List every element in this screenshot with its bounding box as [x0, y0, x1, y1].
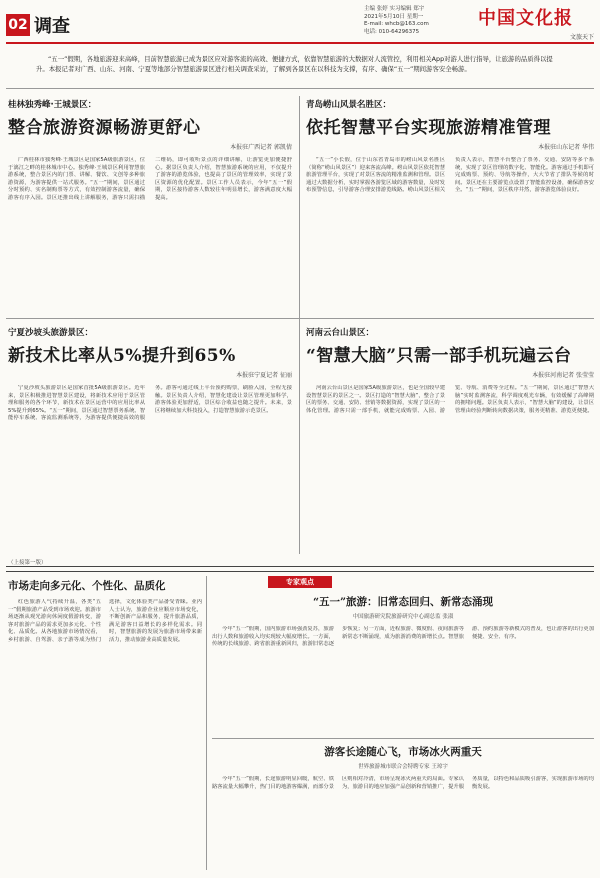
- story-kicker: 河南云台山景区：: [306, 328, 375, 338]
- masthead-rule: [6, 42, 594, 44]
- story-kicker: 青岛崂山风景名胜区：: [306, 100, 392, 110]
- story-headline: 依托智慧平台实现旅游精准管理: [306, 118, 551, 138]
- story-qingdao: [306, 98, 594, 305]
- logo-subtitle: 文旅天下: [569, 34, 594, 41]
- story-body: [212, 776, 594, 876]
- newspaper-logo: [478, 4, 594, 40]
- editor-line: 2021年5月10日 星期一: [364, 13, 424, 20]
- story-body: [212, 626, 594, 734]
- editor-line: 电话: 010-64296375: [364, 28, 420, 35]
- logo-text: 中国文化报: [478, 8, 573, 29]
- story-byline: 本报驻广西记者 郭凯倩: [230, 144, 292, 151]
- story-rule: [212, 738, 594, 739]
- story-text: 广西桂林市独秀峰·王城景区是国家5A级旅游景区，位于漓江之畔的桂林城市中心。独秀峰·王城景区利用智慧旅游系统，整合景区内的门票、讲解、餐饮、文创等多种旅游资源，为游客提供一站式服务。“五一”期间，景区通过分时预约、实名制购票等方式，有效控制游客流量，确保游客有序入园。景区还推出线上讲解服务，游客只需扫描二维码，即可收听景点的详细讲解，让游览更加便捷舒心。据景区负责人介绍，智慧旅游系统的应用，不仅提升了游客的游览体验，也提高了景区的管理效率，实现了景区资源的优化配置。景区工作人员表示，今年“五一”假期，景区接待游客人数较往年明显增长，游客满意度大幅提高。: [8, 157, 292, 201]
- story-headline: 整合旅游资源畅游更舒心: [8, 118, 201, 138]
- story-byline: 世界旅游城市联合会特聘专家 王琼宇: [358, 764, 448, 770]
- story-text: 今年“五一”假期，国内旅游市场强劲复苏，旅游出行人数和旅游收入均实现较大幅度增长。一方面，传统的长线旅游、跨省旅游重新回归，旅游旧常态逐步恢复；另一方面，近程旅游、微度假、夜间旅游等新常态不断涌现，成为旅游消费的新增长点。智慧旅游、预约旅游等新模式的普及，也让游客的出行更加便捷、安全、有序。: [212, 626, 594, 648]
- section-name: 调查: [34, 16, 70, 37]
- column-rule: [206, 576, 207, 870]
- story-headline: 新技术比率从5%提升到65%: [8, 346, 236, 366]
- story-byline: 本报驻河南记者 张莹莹: [532, 372, 594, 379]
- story-rule: [6, 318, 594, 319]
- story-guilin: [8, 98, 292, 305]
- story-market: [8, 578, 202, 878]
- story-byline: 本报驻山东记者 华伟: [538, 144, 594, 151]
- story-long-haul: [212, 744, 594, 876]
- story-byline: 中国旅游研究院旅游研究中心副总监 张淑: [352, 614, 454, 620]
- story-body: [306, 157, 594, 305]
- story-text: 今年“五一”假期，长途旅游明显回暖，航空、铁路客流量大幅攀升，热门目的地游客爆满，而部分景区则相对冷清，市场呈现冰火两重天的局面。专家认为，旅游目的地应加强产品创新和营销推广，提升服务质量，以特色和品质吸引游客，实现旅游市场的均衡发展。: [212, 776, 594, 790]
- lead-rule: [6, 88, 594, 89]
- story-byline: 本报驻宁夏记者 征丽: [236, 372, 292, 379]
- story-headline: “智慧大脑”只需一部手机玩遍云台: [306, 346, 572, 366]
- story-kicker: 宁夏沙坡头旅游景区：: [8, 328, 94, 338]
- page-number: 02: [6, 14, 30, 36]
- column-rule: [299, 96, 300, 554]
- story-text: 宁夏沙坡头旅游景区是国家首批5A级旅游景区。近年来，景区积极推进智慧景区建设，将新技术应用于景区管理和服务的各个环节，新技术在景区运营中的应用比率从5%提升到65%。“五一”期间，景区通过智慧票务系统、智能停车系统、客流监测系统等，为游客提供便捷高效的服务。游客可通过线上平台预约购票，刷脸入园，全程无接触。景区负责人介绍，智慧化建设让景区管理更加科学，游客体验更加舒适，景区综合收益也随之提升。未来，景区将继续加大科技投入，打造智慧旅游示范景区。: [8, 385, 292, 422]
- story-may-day: [212, 594, 594, 734]
- story-headline: “五一”旅游：旧常态回归、新常态涌现: [312, 596, 494, 608]
- story-kicker: 桂林独秀峰·王城景区：: [8, 100, 97, 110]
- story-headline: 游客长途随心飞，市场冰火两重天: [324, 746, 482, 758]
- story-body: [8, 599, 202, 878]
- story-shapotou: [8, 326, 292, 553]
- editor-info: [364, 6, 474, 36]
- story-body: [8, 385, 292, 553]
- story-headline: 市场走向多元化、个性化、品质化: [8, 580, 166, 592]
- continued-tag: （上接第一版）: [8, 560, 47, 566]
- story-text: 红色旅游人气持续升温，各类“五一”假期旅游产品受到市场欢迎。旅游市场逐渐从观光游向休闲度假游转变，游客对旅游产品的需求更加多元化、个性化、品质化。从各地旅游市场情况看，乡村旅游、自驾游、亲子游等成为热门选择，文化体验类产品备受青睐。业内人士认为，旅游企业应顺应市场变化，不断创新产品和服务，提升旅游品质，满足游客日益增长的多样化需求。同时，智慧旅游的发展为旅游市场带来新活力，推动旅游业高质量发展。: [8, 599, 202, 643]
- story-text: 河南云台山景区是国家5A级旅游景区，也是全国较早建设智慧景区的景区之一。景区打造的“智慧大脑”，整合了景区的票务、交通、安防、营销等数据资源，实现了景区的一体化管理。游客只需一部手机，就能完成购票、入园、游览、导航、消费等全过程。“五一”期间，景区通过“智慧大脑”实时监测客流，科学调度观光车辆，有效缓解了高峰期的拥堵问题。景区负责人表示，“智慧大脑”的建设，让景区管理由经验判断转向数据决策，服务更精准、游览更便捷。: [306, 385, 594, 414]
- section-band: [6, 566, 594, 572]
- masthead: [0, 0, 600, 48]
- story-yuntaishan: [306, 326, 594, 553]
- story-body: [306, 385, 594, 553]
- story-text: “五一”小长假，位于山东省青岛市的崂山风景名胜区（简称“崂山风景区”）迎来客流高峰。崂山风景区依托智慧旅游管理平台，实现了对景区客流的精准监测和管理。景区通过大数据分析，实时掌握各游览区域的游客数量，及时发布预警信息，引导游客合理安排游览线路。崂山风景区相关负责人表示，智慧平台整合了票务、交通、安防等多个系统，实现了景区管理的数字化、智能化。游客通过手机即可完成购票、预约、导航等操作，大大节省了排队等候的时间。景区还在主要游览点设置了智能监控设备，确保游客安全。“五一”期间，景区秩序井然，游客游览体验良好。: [306, 157, 594, 194]
- editor-line: E-mail: whcb@163.com: [364, 21, 429, 27]
- lead-paragraph: “五一”假期，各地旅游迎来高峰，目前智慧旅游已成为景区应对游客流的高效、便捷方式，依靠智慧旅游的大数据对人流管控，利用相关App对游人进行指导，让旅游的品质得以提升。本报记者对广西、山东、河南、宁夏等地部分智慧旅游景区进行相关调查采访，了解到各景区在以科技为支撑，有序、确保“五一”期间游客安全畅游。: [36, 55, 553, 73]
- editor-line: 主编 张婷 实习编辑 郑宇: [364, 6, 425, 12]
- story-body: [8, 157, 292, 305]
- expert-badge: 专家观点: [268, 576, 332, 588]
